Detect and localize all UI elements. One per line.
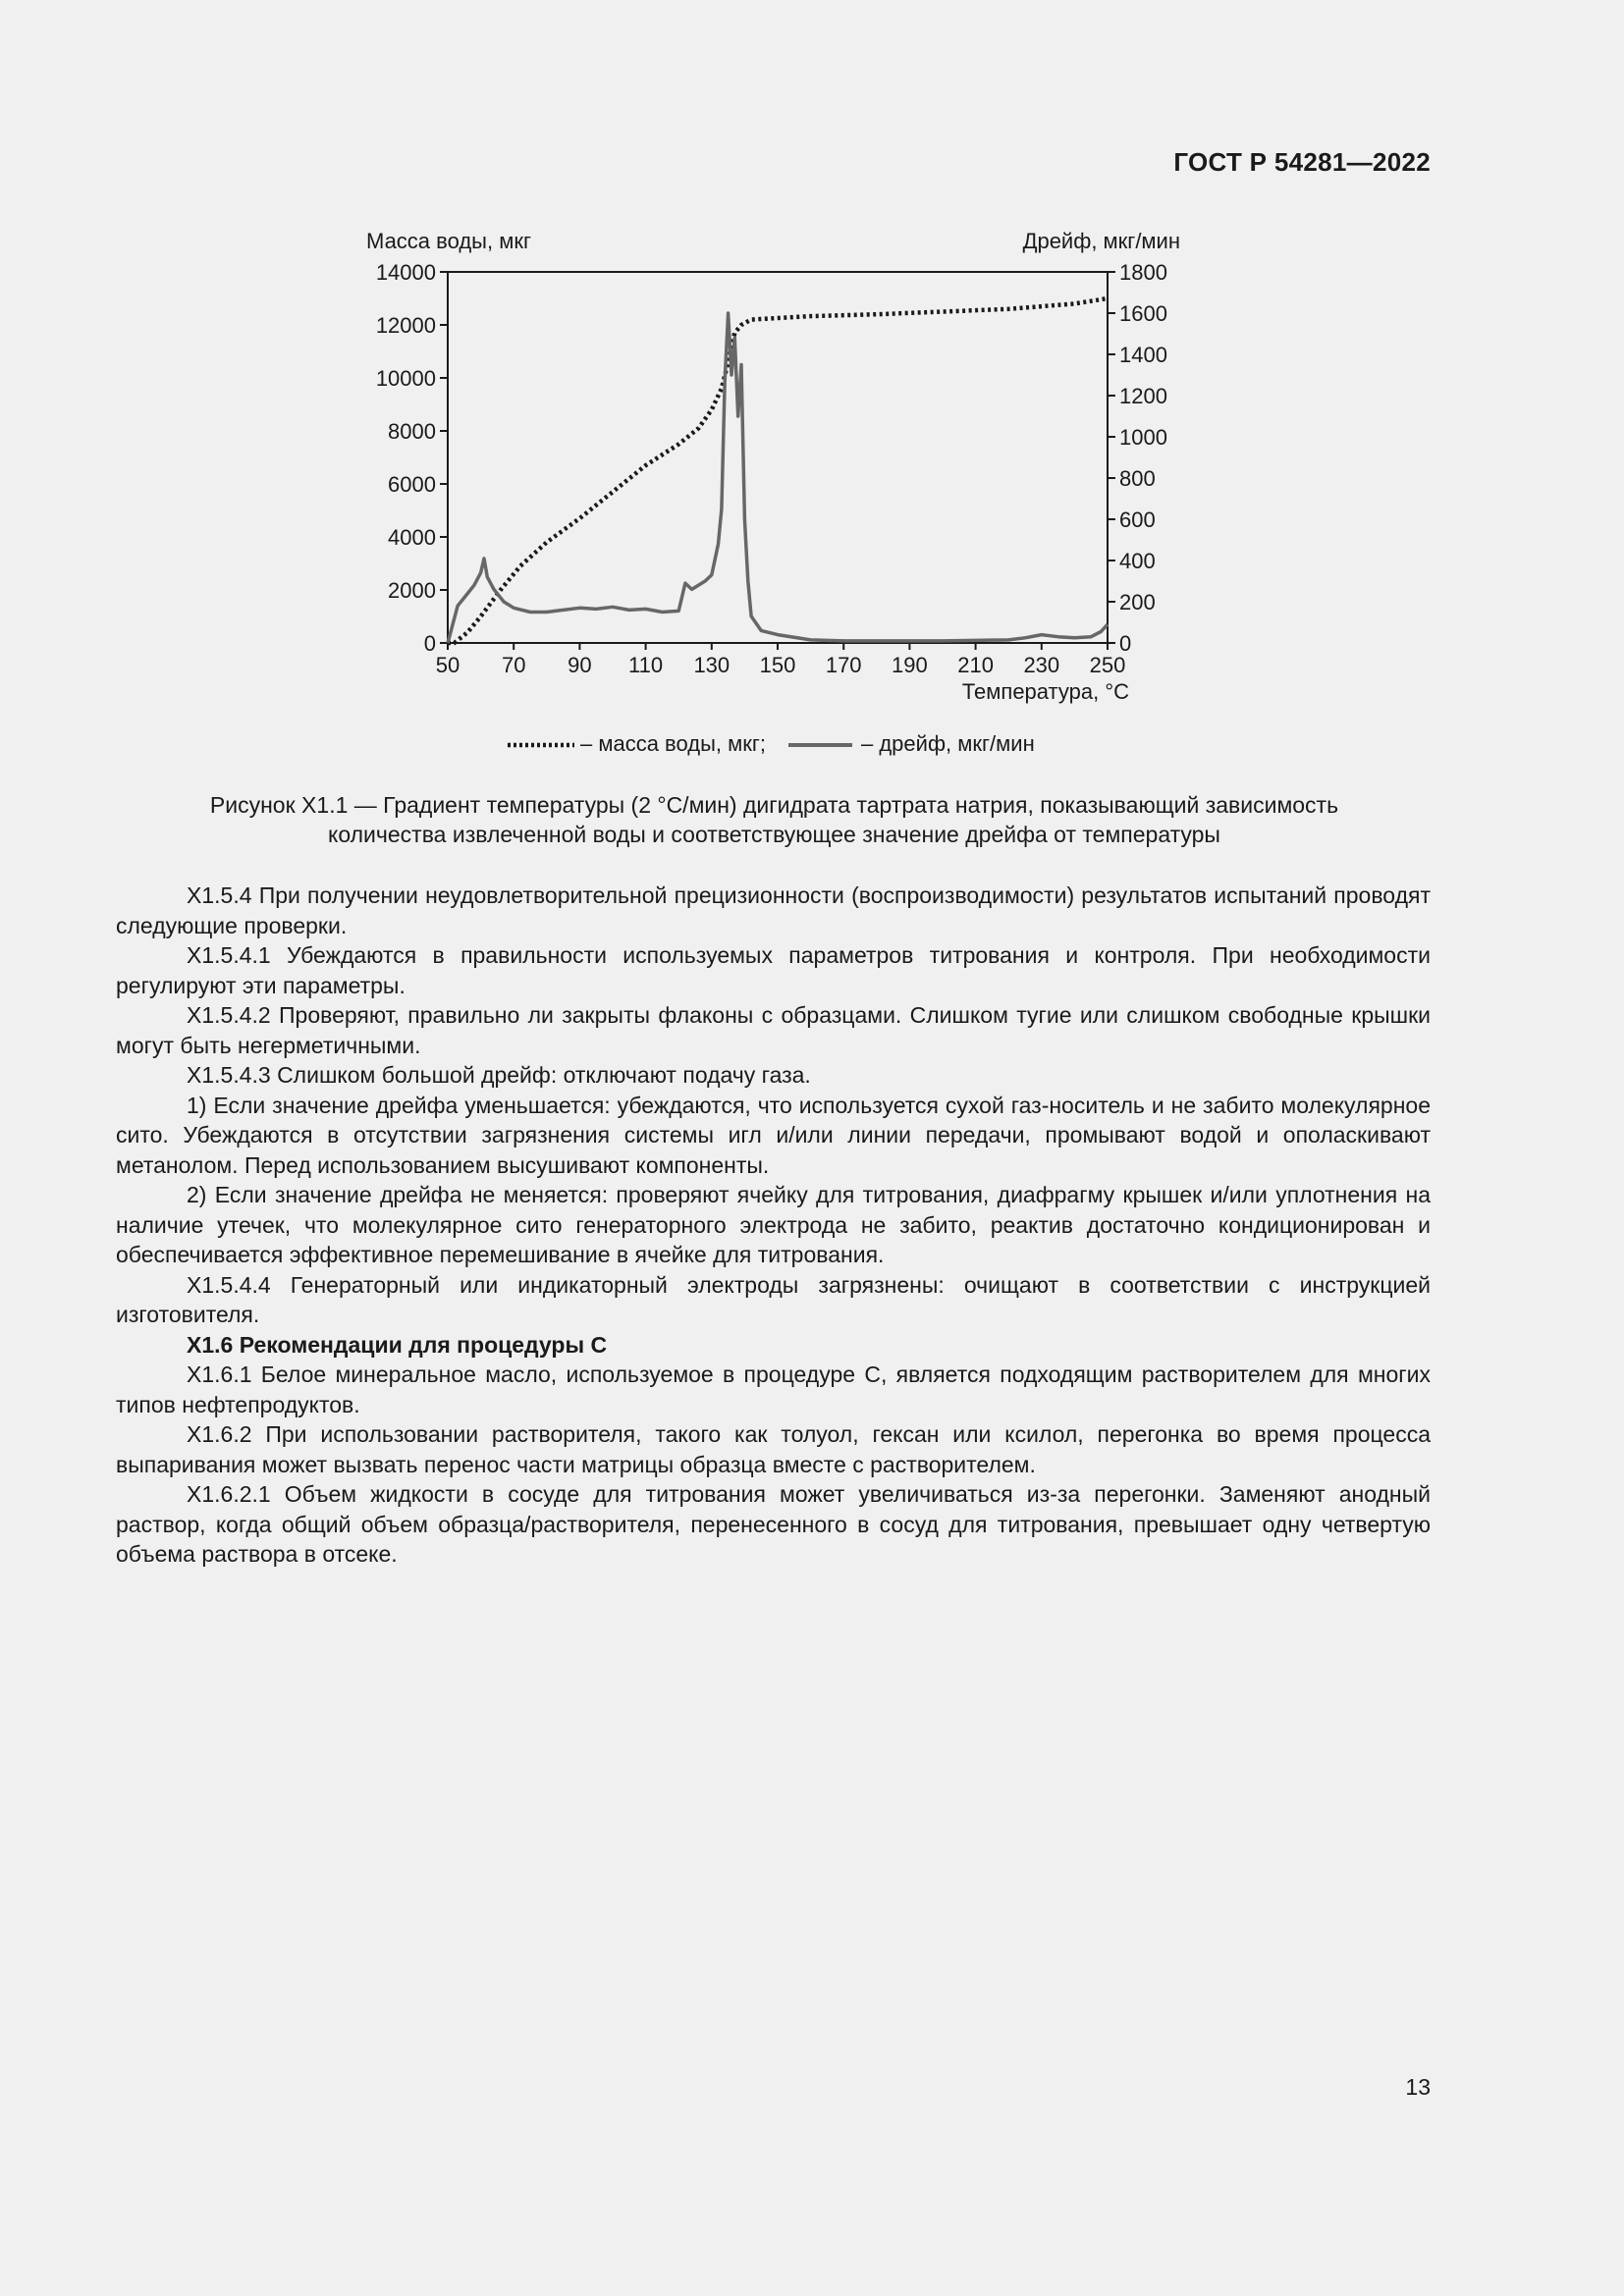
y-right-axis-label: Дрейф, мкг/мин	[1022, 229, 1180, 253]
y-left-tick-label: 6000	[388, 472, 436, 497]
section-heading: Х1.6 Рекомендации для процедуры С	[187, 1331, 608, 1358]
y-left-tick-label: 2000	[388, 578, 436, 603]
y-left-tick-label: 12000	[375, 313, 436, 338]
plot-frame	[448, 272, 1108, 643]
y-right-tick-label: 1200	[1119, 384, 1167, 408]
paragraph: 2) Если значение дрейфа не меняется: проверяют ячейку для титрования, диафрагму крышек и/или уплотнения на наличие утечек, что молекулярное сито генераторного электрода не забито, реактив достаточно кондиционирован и обеспечивается эффективное перемешивание в ячейке для титрования.	[116, 1182, 1431, 1267]
x-tick-label: 110	[628, 653, 664, 677]
x-tick-label: 210	[957, 653, 994, 677]
paragraph: Х1.6.1 Белое минеральное масло, используемое в процедуре С, является подходящим растворителем для многих типов нефтепродуктов.	[116, 1362, 1431, 1417]
mass-series-line	[448, 298, 1108, 643]
y-right-tick-label: 1600	[1119, 301, 1167, 326]
y-left-axis	[376, 260, 448, 656]
x-tick-label: 230	[1023, 653, 1060, 677]
page-number: 13	[1405, 2074, 1431, 2100]
paragraph: Х1.5.4 При получении неудовлетворительной прецизионности (воспроизводимости) результатов испытаний проводят следующие проверки.	[116, 882, 1431, 938]
y-right-tick-label: 1400	[1119, 343, 1167, 367]
y-right-tick-label: 600	[1119, 507, 1156, 532]
caption-line: количества извлеченной воды и соответствующее значение дрейфа от температуры	[328, 822, 1220, 847]
x-tick-label: 70	[501, 653, 526, 677]
body-text	[116, 881, 1431, 1570]
y-left-tick-label: 8000	[388, 419, 436, 444]
chart-legend	[508, 731, 1035, 756]
y-right-tick-label: 800	[1119, 466, 1156, 491]
x-tick-label: 150	[759, 653, 796, 677]
y-left-axis-label: Масса воды, мкг	[366, 229, 531, 253]
x-tick-label: 250	[1089, 653, 1126, 677]
y-right-tick-label: 1000	[1119, 425, 1167, 450]
paragraph: Х1.5.4.1 Убеждаются в правильности используемых параметров титрования и контроля. При необходимости регулируют эти параметры.	[116, 942, 1431, 998]
legend-drift-label: – дрейф, мкг/мин	[861, 731, 1035, 756]
y-right-tick-label: 0	[1119, 631, 1132, 656]
y-left-tick-label: 10000	[375, 366, 436, 391]
y-left-tick-label: 0	[423, 631, 436, 656]
x-axis	[436, 643, 1126, 677]
paragraph: Х1.5.4.2 Проверяют, правильно ли закрыты флаконы с образцами. Слишком тугие или слишком свободные крышки могут быть негерметичными.	[116, 1002, 1431, 1058]
figure-caption	[118, 790, 1431, 849]
y-right-tick-label: 200	[1119, 590, 1156, 614]
y-right-tick-label: 1800	[1119, 260, 1167, 285]
y-left-tick-label: 14000	[375, 260, 436, 285]
x-tick-label: 50	[435, 653, 460, 677]
legend-mass-label: – масса воды, мкг;	[580, 731, 767, 756]
x-tick-label: 190	[892, 653, 928, 677]
water-drift-chart	[344, 216, 1208, 766]
x-tick-label: 90	[568, 653, 592, 677]
paragraph: 1) Если значение дрейфа уменьшается: убеждаются, что используется сухой газ-носитель и не забито молекулярное сито. Убеждаются в отсутствии загрязнения системы игл и/или линии передачи, промывают водой и ополаскивают метанолом. Перед использованием высушивают компоненты.	[116, 1092, 1431, 1178]
x-tick-label: 170	[825, 653, 862, 677]
document-header: ГОСТ Р 54281—2022	[1173, 147, 1431, 177]
series-layer	[448, 298, 1108, 643]
drift-series-line	[448, 313, 1108, 643]
paragraph: Х1.5.4.4 Генераторный или индикаторный электроды загрязнены: очищают в соответствии с инструкцией изготовителя.	[116, 1271, 1431, 1327]
y-right-axis	[1108, 260, 1167, 656]
x-tick-label: 130	[693, 653, 731, 677]
y-left-tick-label: 4000	[388, 525, 436, 550]
x-axis-label: Температура, °С	[961, 679, 1129, 704]
paragraph: Х1.5.4.3 Слишком большой дрейф: отключают подачу газа.	[187, 1062, 811, 1088]
caption-line: Рисунок Х1.1 — Градиент температуры (2 °С/мин) дигидрата тартрата натрия, показывающий зависимость	[209, 792, 1339, 818]
paragraph: Х1.6.2 При использовании растворителя, такого как толуол, гексан или ксилол, перегонка во время процесса выпаривания может вызвать перенос части матрицы образца вместе с растворителем.	[116, 1421, 1431, 1477]
paragraph: Х1.6.2.1 Объем жидкости в сосуде для титрования может увеличиваться из-за перегонки. Заменяют анодный раствор, когда общий объем образца/растворителя, перенесенного в сосуд для титрования, превышает одну четвертую объема раствора в отсеке.	[116, 1481, 1431, 1567]
y-right-tick-label: 400	[1119, 549, 1156, 573]
